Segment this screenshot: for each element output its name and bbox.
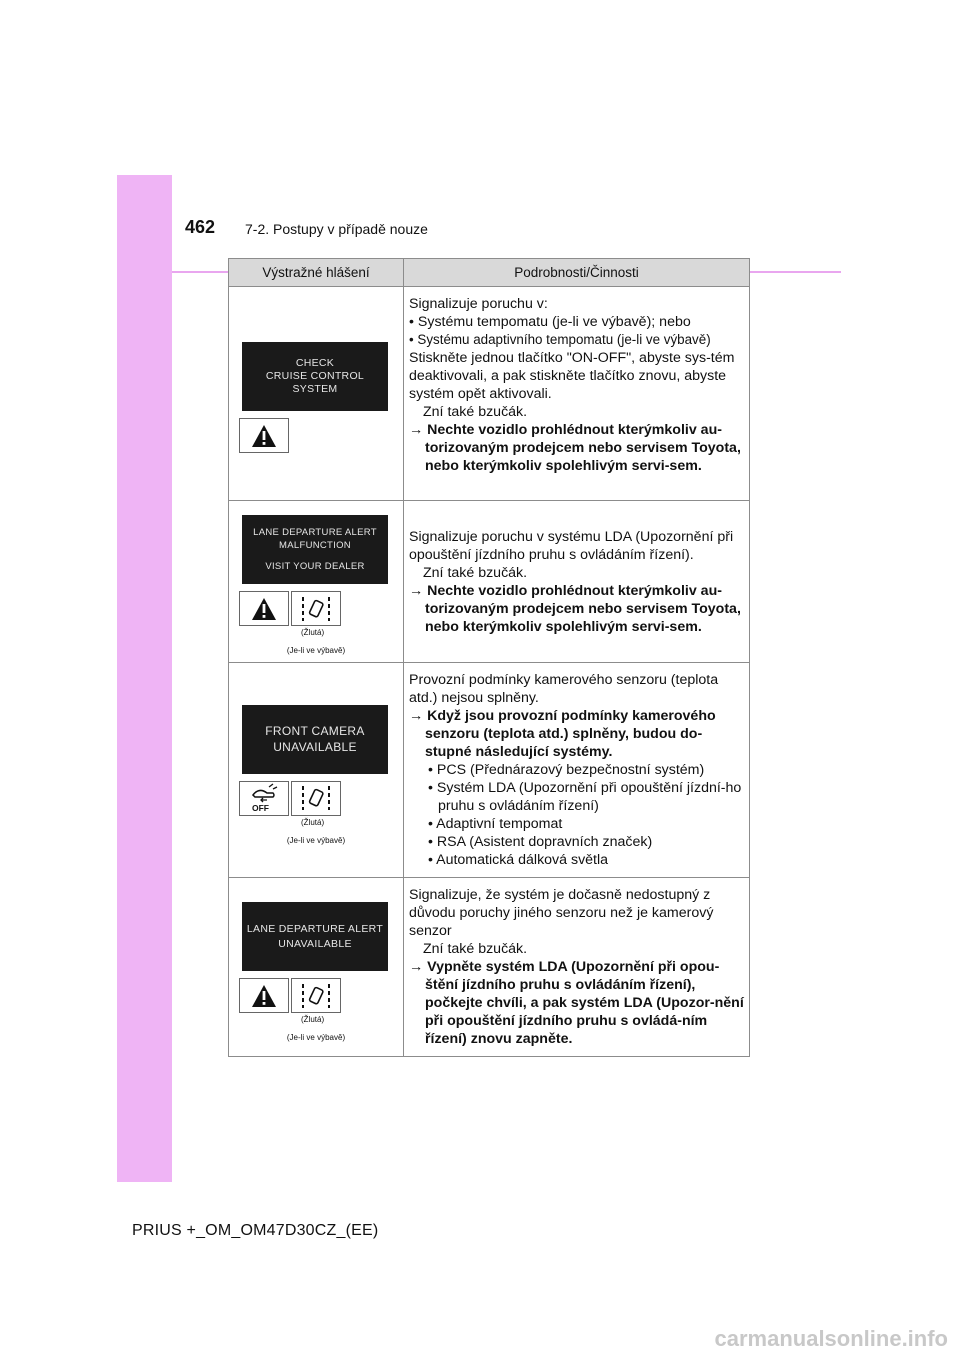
message-image-cell <box>229 287 404 501</box>
table-header-row <box>229 259 750 287</box>
off-label: OFF <box>252 803 269 813</box>
table-row <box>229 501 750 663</box>
details-cell: Signalizuje poruchu v systému LDA (Upozornění při opouštění jízdního pruhu s ovládáním řízení). Zní také bzučák. → Nechte vozidlo prohlédnout kterýmkoliv au-torizovaným prodejcem nebo servisem Toyota, nebo kterýmkoliv spolehlivým servi-sem. <box>404 501 750 663</box>
lane-departure-icon <box>291 978 341 1013</box>
table-row <box>229 287 750 501</box>
side-color-band <box>117 175 172 1182</box>
front-camera-display: FRONT CAMERA UNAVAILABLE <box>242 705 388 774</box>
lane-departure-icon <box>291 591 341 626</box>
warning-triangle-icon <box>239 591 289 626</box>
pcs-off-icon <box>239 781 289 816</box>
details-cell: Provozní podmínky kamerového senzoru (teplota atd.) nejsou splněny. → Když jsou provozní podmínky kamerového senzoru (teplota atd.) splněny, budou do-stupné následující systémy. • PCS (Přednárazový bezpečnostní systém) • Systém LDA (Upozornění při opouštění jízdní-ho pruhu s ovládáním řízení) • Adaptivní tempomat • RSA (Asistent dopravních značek) • Automatická dálková světla <box>404 663 750 878</box>
table-row <box>229 878 750 1057</box>
lda-malfunction-display: LANE DEPARTURE ALERT MALFUNCTION VISIT YOUR DEALER <box>242 515 388 584</box>
col-header-details: Podrobnosti/Činnosti <box>404 259 750 287</box>
document-code: PRIUS +_OM_OM47D30CZ_(EE) <box>132 1222 379 1239</box>
lane-departure-icon <box>291 781 341 816</box>
details-cell: Signalizuje, že systém je dočasně nedostupný z důvodu poruchy jiného senzoru než je kamerový senzor Zní také bzučák. → Vypněte systém LDA (Upozornění při opou-štění jízdního pruhu s ovládáním řízení), počkejte chvíli, a pak systém LDA (Upozor-nění při opouštění jízdního pruhu s ovládá-ním řízení) znovu zapněte. <box>404 878 750 1057</box>
color-note: (Žlutá) <box>301 628 325 637</box>
cruise-control-display: CHECK CRUISE CONTROL SYSTEM <box>242 342 388 411</box>
page-number: 462 <box>185 217 216 237</box>
details-cell: Signalizuje poruchu v: • Systému tempomatu (je-li ve výbavě); nebo • Systému adaptivního tempomatu (je-li ve výbavě) Stiskněte jednou tlačítko "ON-OFF", abyste sys-tém deaktivovali, a pak stiskněte tlačítko znovu, abyste systém opět aktivovali. Zní také bzučák. → Nechte vozidlo prohlédnout kterýmkoliv au-torizovaným prodejcem nebo servisem Toyota, nebo kterýmkoliv spolehlivým servi-sem. <box>404 287 750 501</box>
lda-unavailable-display: LANE DEPARTURE ALERT UNAVAILABLE <box>242 902 388 971</box>
equipped-note: (Je-li ve výbavě) <box>286 646 346 655</box>
color-note: (Žlutá) <box>301 1015 325 1024</box>
message-image-cell <box>229 663 404 878</box>
table-row <box>229 663 750 878</box>
warning-table <box>228 258 750 1057</box>
equipped-note: (Je-li ve výbavě) <box>286 835 346 845</box>
equipped-note: (Je-li ve výbavě) <box>286 1033 346 1042</box>
col-header-message: Výstražné hlášení <box>229 259 404 287</box>
watermark: carmanualsonline.info <box>714 1326 948 1351</box>
color-note: (Žlutá) <box>301 817 325 827</box>
message-image-cell <box>229 878 404 1057</box>
message-image-cell <box>229 501 404 663</box>
section-title: 7-2. Postupy v případě nouze <box>245 221 428 237</box>
warning-triangle-icon <box>239 978 289 1013</box>
warning-triangle-icon <box>239 418 289 453</box>
